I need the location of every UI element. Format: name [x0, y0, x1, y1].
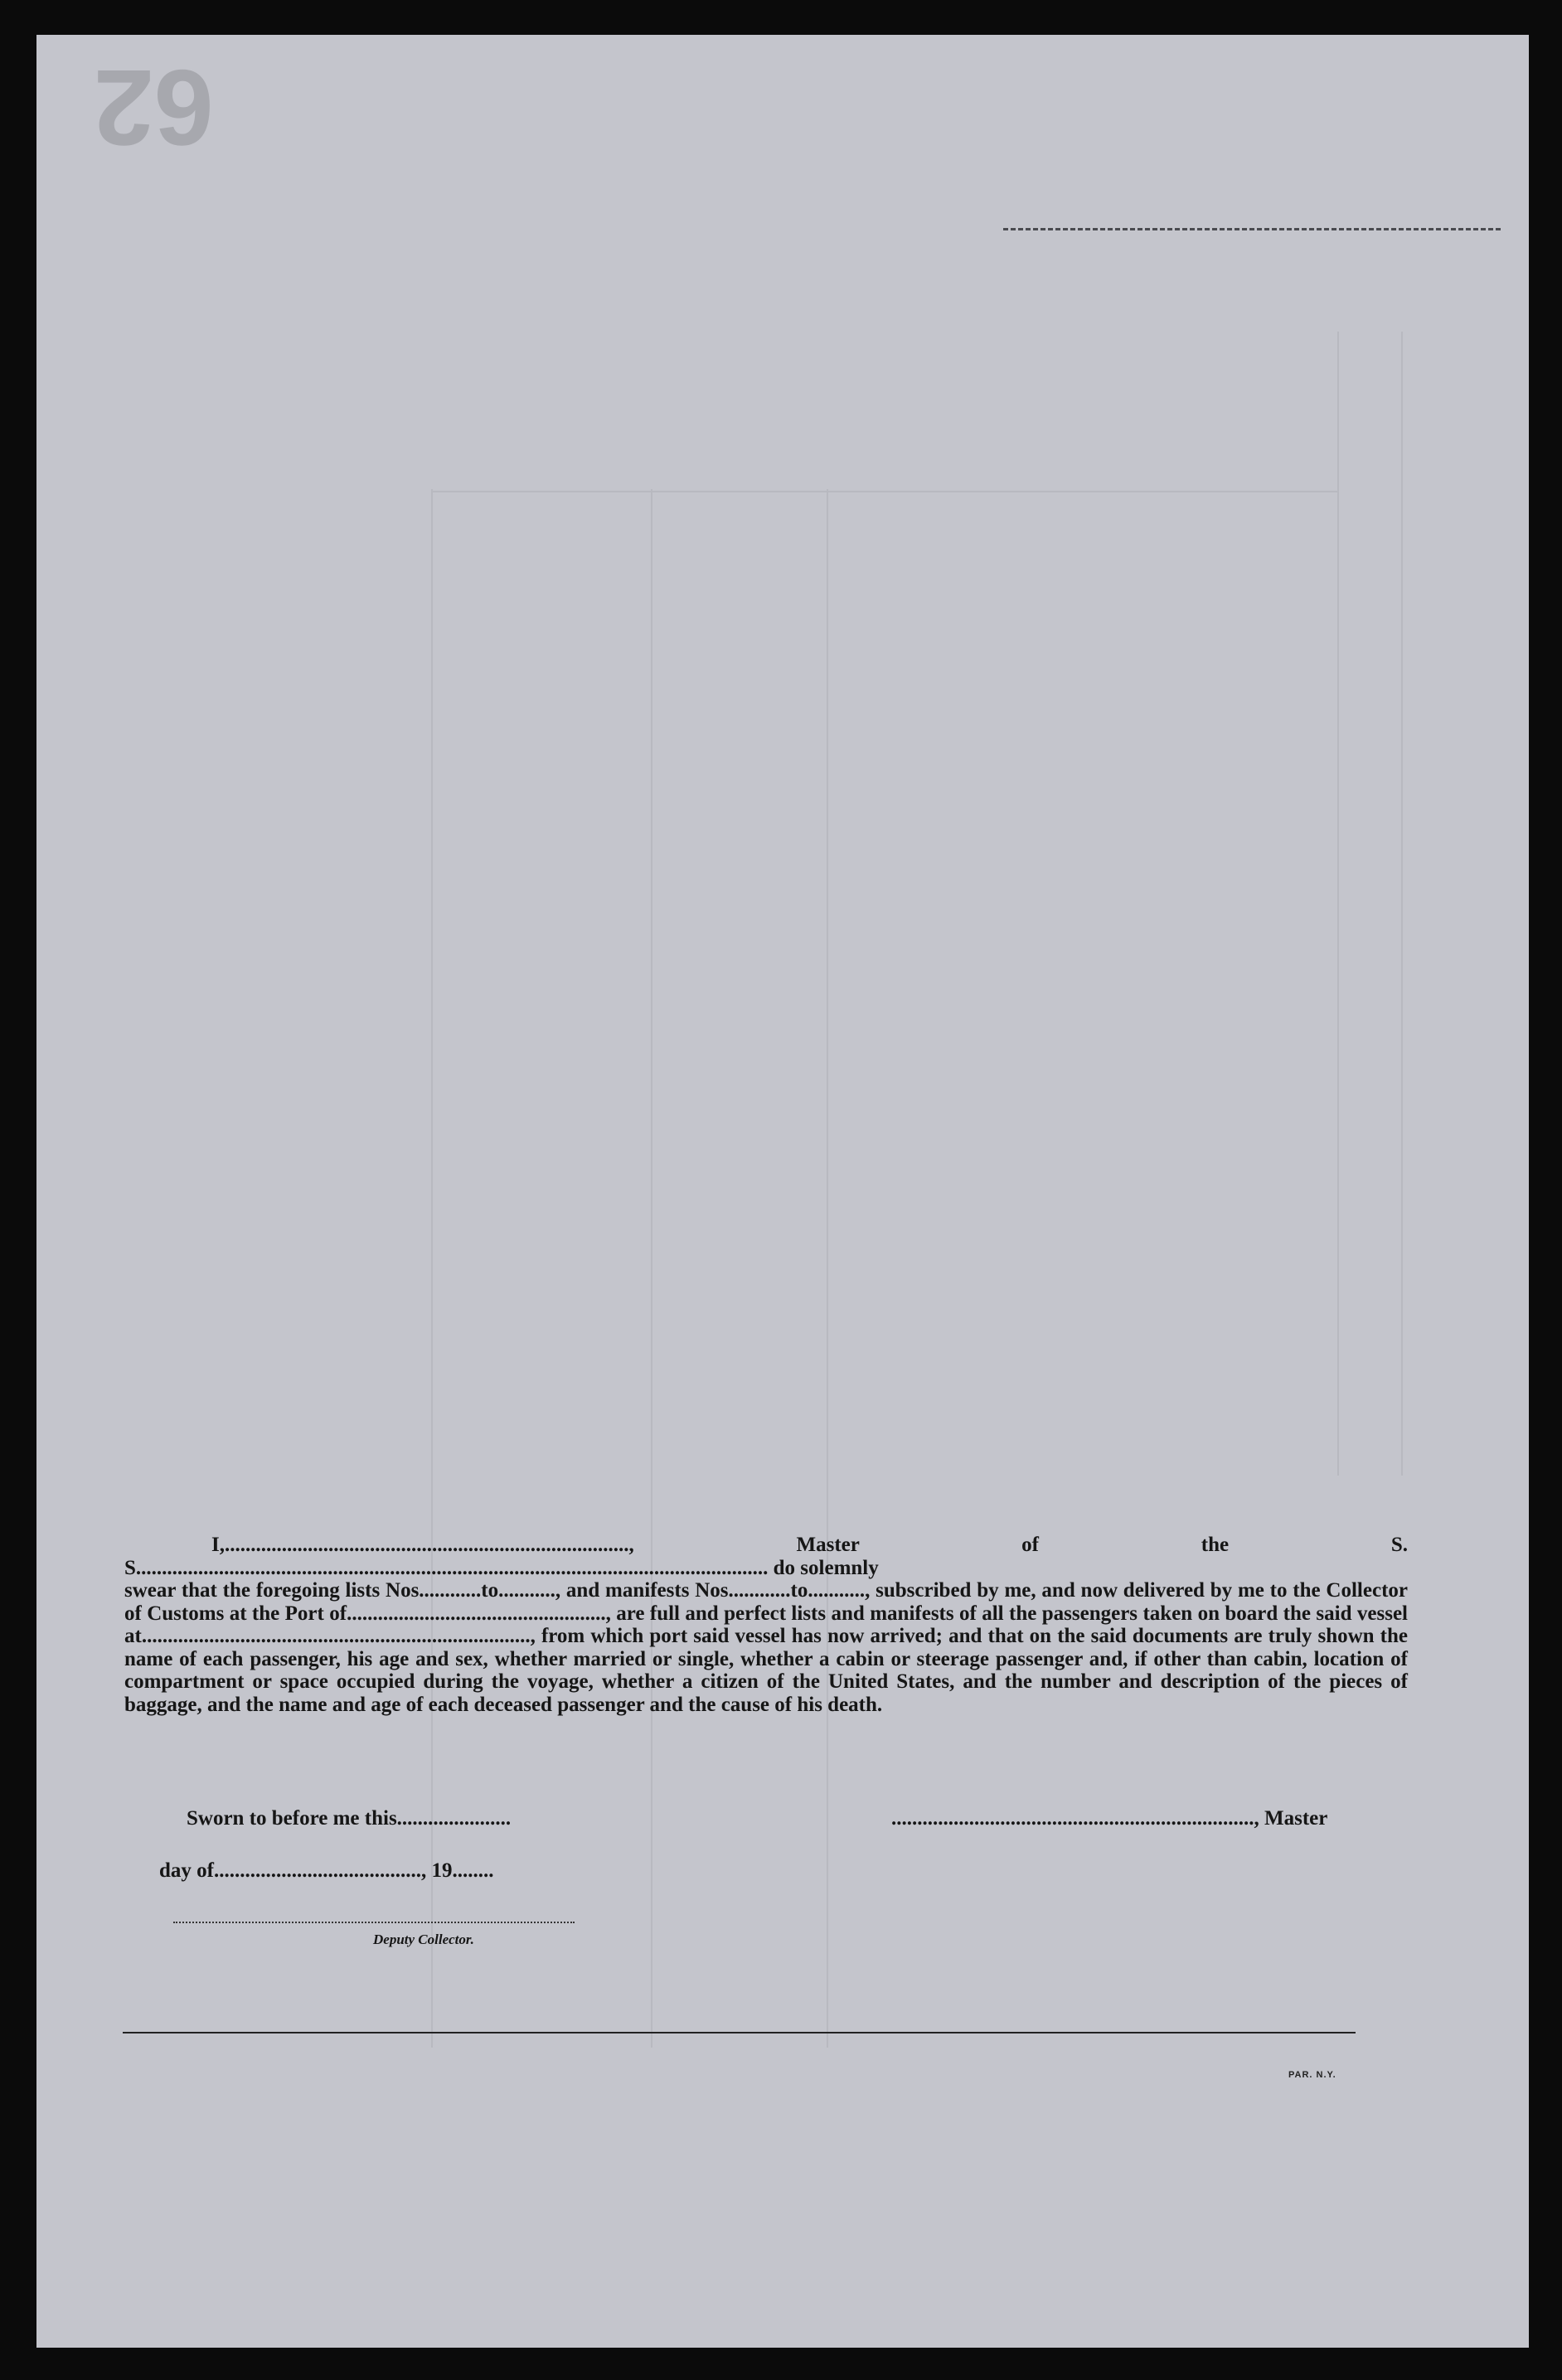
- manifest-sheet: [36, 35, 1529, 2348]
- printer-mark: PAR. N.Y.: [1288, 2070, 1336, 2080]
- deputy-signature-dots: [173, 1922, 575, 1923]
- oath-line-1: I,.............................................................................., Master of the S. S.......................................................................................................................... do solemnly: [124, 1534, 1408, 1579]
- page-stamp-number: 62: [94, 47, 214, 168]
- bottom-rule: [123, 2032, 1356, 2033]
- column-line: [651, 489, 652, 2048]
- sworn-line: Sworn to before me this......................: [187, 1807, 512, 1830]
- column-line: [1337, 332, 1339, 1476]
- row-line: [431, 491, 1337, 492]
- column-line: [1401, 332, 1403, 1476]
- oath-text: [124, 1534, 1408, 1716]
- day-of-line: day of........................................, 19........: [159, 1859, 494, 1882]
- deputy-collector-label: Deputy Collector.: [373, 1932, 474, 1947]
- column-line: [827, 489, 828, 2048]
- oath-body: swear that the foregoing lists Nos............to..........., and manifests Nos............to..........., subscribed by me, and now delivered by me to the Collector of Customs at the Port of.................................................., are full and perfect lists and manifests of all the passengers taken on board the said vessel at..........................................................................., from which port said vessel has now arrived; and that on the said documents are truly shown the name of each passenger, his age and sex, whether married or single, whether a cabin or steerage passenger and, if other than cabin, location of compartment or space occupied during the voyage, whether a citizen of the United States, and the number and description of the pieces of baggage, and the name and age of each deceased passenger and the cause of his death.: [124, 1579, 1408, 1716]
- header-dashed-line: [1003, 228, 1501, 232]
- master-signature-line: ......................................................................, Master: [891, 1807, 1328, 1830]
